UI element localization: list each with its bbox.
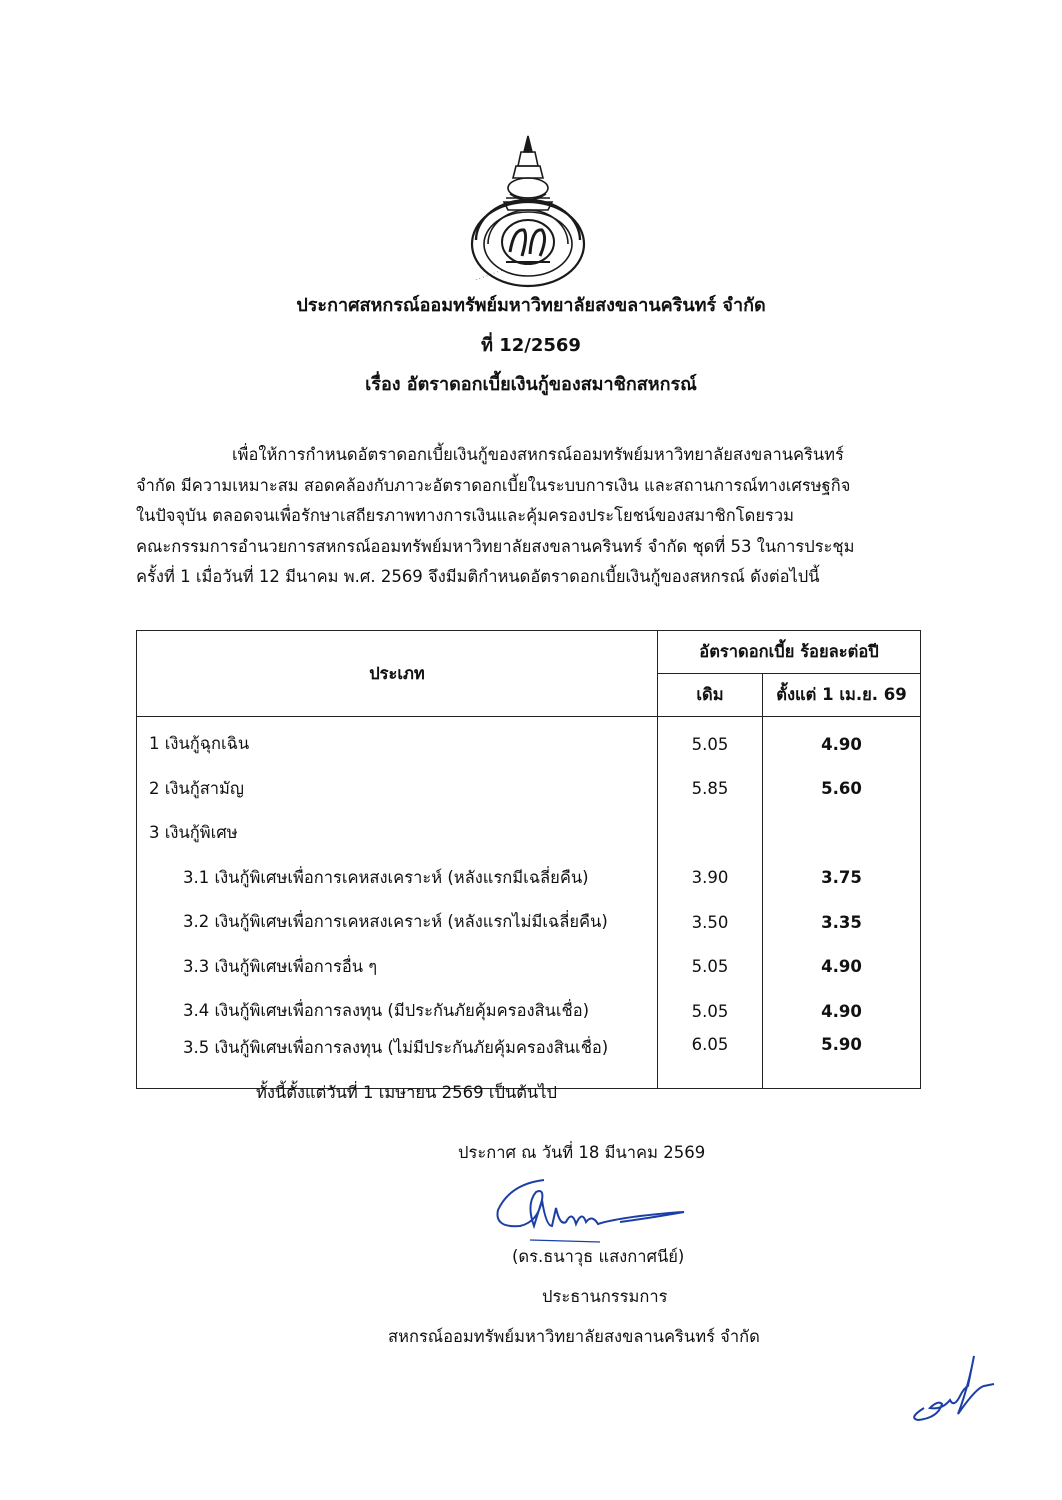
announcement-title: ประกาศสหกรณ์ออมทรัพย์มหาวิทยาลัยสงขลานครินทร์ จำกัด <box>296 295 766 316</box>
table-row <box>137 900 921 945</box>
loan-type: 2 เงินกู้สามัญ <box>137 767 658 812</box>
organization-name: สหกรณ์ออมทรัพย์มหาวิทยาลัยสงขลานครินทร์ จำกัด <box>388 1327 760 1346</box>
signer-name: (ดร.ธนาวุธ แสงกาศนีย์) <box>512 1247 685 1266</box>
old-rate: 6.05 <box>658 1034 763 1089</box>
new-rate: 4.90 <box>763 945 921 990</box>
announcement-date: ประกาศ ณ วันที่ 18 มีนาคม 2569 <box>458 1143 706 1162</box>
old-rate: 5.05 <box>658 945 763 990</box>
preamble-line: จำกัด มีความเหมาะสม สอดคล้องกับภาวะอัตราดอกเบี้ยในระบบการเงิน และสถานการณ์ทางเศรษฐกิจ <box>136 475 851 495</box>
preamble-line: เพื่อให้การกำหนดอัตราดอกเบี้ยเงินกู้ของสหกรณ์ออมทรัพย์มหาวิทยาลัยสงขลานครินทร์ <box>232 445 844 464</box>
loan-type: 3.4 เงินกู้พิเศษเพื่อการลงทุน (มีประกันภัยคุ้มครองสินเชื่อ) <box>137 989 658 1034</box>
announcement-subject: เรื่อง อัตราดอกเบี้ยเงินกู้ของสมาชิกสหกรณ์ <box>365 374 697 395</box>
loan-type: 1 เงินกู้ฉุกเฉิน <box>137 717 658 767</box>
new-rate: 4.90 <box>763 717 921 767</box>
cooperative-seal-logo <box>466 132 590 294</box>
new-rate <box>763 811 921 856</box>
loan-type: 3.3 เงินกู้พิเศษเพื่อการอื่น ๆ <box>137 945 658 990</box>
column-header-new: ตั้งแต่ 1 เม.ย. 69 <box>763 674 921 717</box>
table-row <box>137 767 921 812</box>
loan-type: 3 เงินกู้พิเศษ <box>137 811 658 856</box>
column-header-type: ประเภท <box>137 631 658 717</box>
preamble-paragraph <box>136 440 936 593</box>
column-header-rate: อัตราดอกเบี้ย ร้อยละต่อปี <box>658 631 921 674</box>
svg-text:· · · · · · · ·: · · · · · · · · <box>474 267 504 284</box>
old-rate: 5.05 <box>658 989 763 1034</box>
new-rate: 5.60 <box>763 767 921 812</box>
loan-type: 3.5 เงินกู้พิเศษเพื่อการลงทุน (ไม่มีประกันภัยคุ้มครองสินเชื่อ) <box>137 1034 658 1089</box>
column-header-old: เดิม <box>658 674 763 717</box>
new-rate: 3.75 <box>763 856 921 901</box>
new-rate: 3.35 <box>763 900 921 945</box>
loan-type: 3.1 เงินกู้พิเศษเพื่อการเคหสงเคราะห์ (หลังแรกมีเฉลี่ยคืน) <box>137 856 658 901</box>
announcement-number: ที่ 12/2569 <box>481 335 581 356</box>
old-rate: 3.50 <box>658 900 763 945</box>
table-row <box>137 945 921 990</box>
preamble-line: คณะกรรมการอำนวยการสหกรณ์ออมทรัพย์มหาวิทยาลัยสงขลานครินทร์ จำกัด ชุดที่ 53 ในการประชุม <box>136 536 855 556</box>
preamble-line: ในปัจจุบัน ตลอดจนเพื่อรักษาเสถียรภาพทางการเงินและคุ้มครองประโยชน์ของสมาชิกโดยรวม <box>136 506 794 525</box>
signer-position: ประธานกรรมการ <box>542 1287 668 1306</box>
effective-date: ทั้งนี้ตั้งแต่วันที่ 1 เมษายน 2569 เป็นต้นไป <box>256 1083 557 1102</box>
preamble-line: ครั้งที่ 1 เมื่อวันที่ 12 มีนาคม พ.ศ. 2569 จึงมีมติกำหนดอัตราดอกเบี้ยเงินกู้ของสหกรณ์ ดังต่อไปนี้ <box>136 567 820 586</box>
old-rate: 3.90 <box>658 856 763 901</box>
old-rate <box>658 811 763 856</box>
initial-mark <box>898 1348 998 1428</box>
table-row <box>137 717 921 767</box>
new-rate: 4.90 <box>763 989 921 1034</box>
signature <box>490 1170 690 1250</box>
table-row <box>137 856 921 901</box>
table-row <box>137 989 921 1034</box>
new-rate: 5.90 <box>763 1034 921 1089</box>
table-row <box>137 811 921 856</box>
interest-rate-table <box>136 630 921 1089</box>
old-rate: 5.85 <box>658 767 763 812</box>
old-rate: 5.05 <box>658 717 763 767</box>
loan-type: 3.2 เงินกู้พิเศษเพื่อการเคหสงเคราะห์ (หลังแรกไม่มีเฉลี่ยคืน) <box>137 900 658 945</box>
